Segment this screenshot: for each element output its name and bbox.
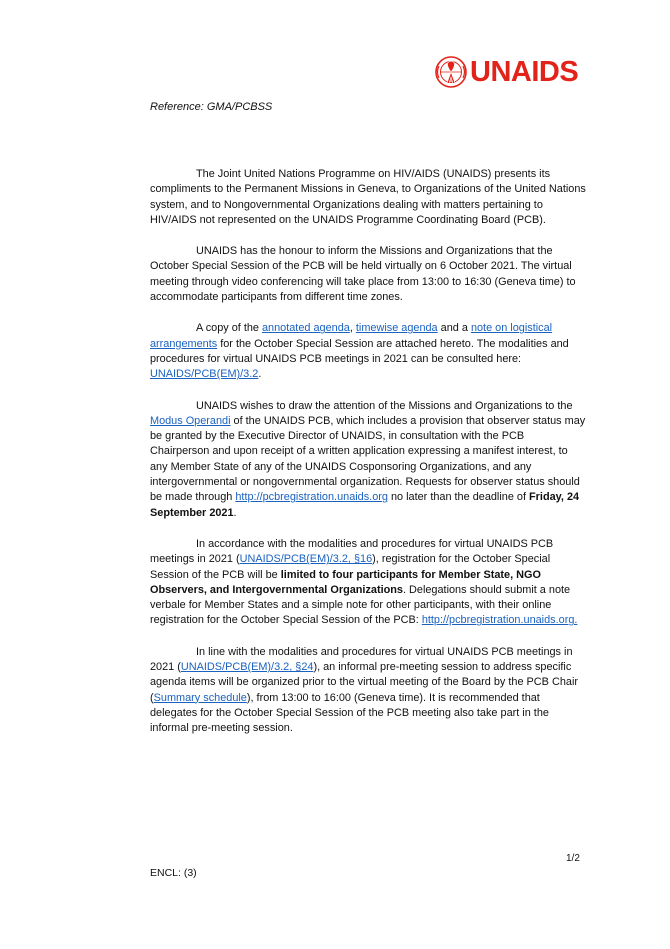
logistical-note-link[interactable]: note on logistical arrangements xyxy=(150,322,553,350)
online-registration-link[interactable]: http://pcbregistration.unaids.org. xyxy=(421,614,578,627)
text: . xyxy=(233,506,237,519)
text: In line with the modalities and procedures for virtual UNAIDS PCB meetings in 2021 ( xyxy=(150,645,573,674)
text: . xyxy=(258,368,262,381)
unaids-logo xyxy=(434,54,584,90)
text: , xyxy=(349,322,356,335)
modus-operandi-link[interactable]: Modus Operandi xyxy=(150,414,231,427)
reference-line: Reference: GMA/PCBSS xyxy=(150,101,273,113)
logo-wordmark: UNAIDS xyxy=(470,55,579,88)
text: no later than the deadline of xyxy=(387,491,530,504)
un-emblem-red-ribbon-icon xyxy=(434,55,468,89)
text: for the October Special Session are attached hereto. The modalities and procedures for virtual UNAIDS PCB meetings in 2021 can be consulted here: xyxy=(150,337,569,365)
modalities-section-16-link[interactable]: UNAIDS/PCB(EM)/3.2, §16 xyxy=(239,553,373,566)
summary-schedule-link[interactable]: Summary schedule xyxy=(153,691,247,704)
paragraph-observer-status xyxy=(150,399,586,521)
text: A copy of the xyxy=(196,322,262,335)
paragraph-session-announcement: UNAIDS has the honour to inform the Missions and Organizations that the October Special Session of the PCB will be held virtually on 6 October 2021. The virtual meeting through video conferencing will take place from 13:00 to 16:30 (Geneva time) to accommodate participants from different time zones. xyxy=(150,245,576,304)
page-number: 1/2 xyxy=(566,853,580,864)
text: UNAIDS wishes to draw the attention of the Missions and Organizations to the xyxy=(196,399,573,412)
modalities-section-24-link[interactable]: UNAIDS/PCB(EM)/3.2, §24 xyxy=(180,661,314,674)
text: In accordance with the modalities and procedures for virtual UNAIDS PCB meetings in 2021 ( xyxy=(150,537,554,566)
paragraph-registration-limits xyxy=(150,537,586,629)
participant-limit: limited to four participants for Member State, NGO Observers, and Intergovernmental Organizations xyxy=(150,568,541,596)
registration-link[interactable]: http://pcbregistration.unaids.org xyxy=(235,491,388,504)
paragraph-documents xyxy=(150,321,586,382)
enclosure-note: ENCL: (3) xyxy=(150,867,197,879)
text: and a xyxy=(437,322,471,335)
annotated-agenda-link[interactable]: annotated agenda xyxy=(262,322,350,335)
modalities-document-link[interactable]: UNAIDS/PCB(EM)/3.2 xyxy=(150,368,259,381)
paragraph-intro: The Joint United Nations Programme on HIV/AIDS (UNAIDS) presents its compliments to the Permanent Missions in Geneva, to Organizations of the United Nations system, and to Nongovernmental Organizations dealing with matters pertaining to HIV/AIDS not represented on the UNAIDS Programme Coordinating Board (PCB). xyxy=(150,168,586,226)
deadline-date: Friday, 24 September 2021 xyxy=(150,491,580,519)
text: ), from 13:00 to 16:00 (Geneva time). It is recommended that delegates for the October Special Session of the PCB meeting also take part in the informal pre-meeting session. xyxy=(150,691,549,735)
paragraph-pre-meeting xyxy=(150,645,586,737)
letter-body xyxy=(150,167,586,753)
text: . Delegations should submit a note verbale for Member States and a simple note for other participants, with their online registration for the October Special Session of the PCB: xyxy=(150,583,571,627)
timewise-agenda-link[interactable]: timewise agenda xyxy=(355,322,438,335)
text: ), an informal pre-meeting session to address specific agenda items will be organized prior to the virtual meeting of the Board by the PCB Chair ( xyxy=(150,661,578,704)
text: ), registration for the October Special Session of the PCB will be xyxy=(150,553,551,581)
text: of the UNAIDS PCB, which includes a provision that observer status may be granted by the Executive Director of UNAIDS, in consultation with the PCB Chairperson and upon receipt of a written application expressing a manifest interest, to any Member State of any of the UNAIDS Cosponsoring Organizations, and any intergovernmental or nongovernmental organization. Requests for observer status should be made through xyxy=(150,414,586,504)
